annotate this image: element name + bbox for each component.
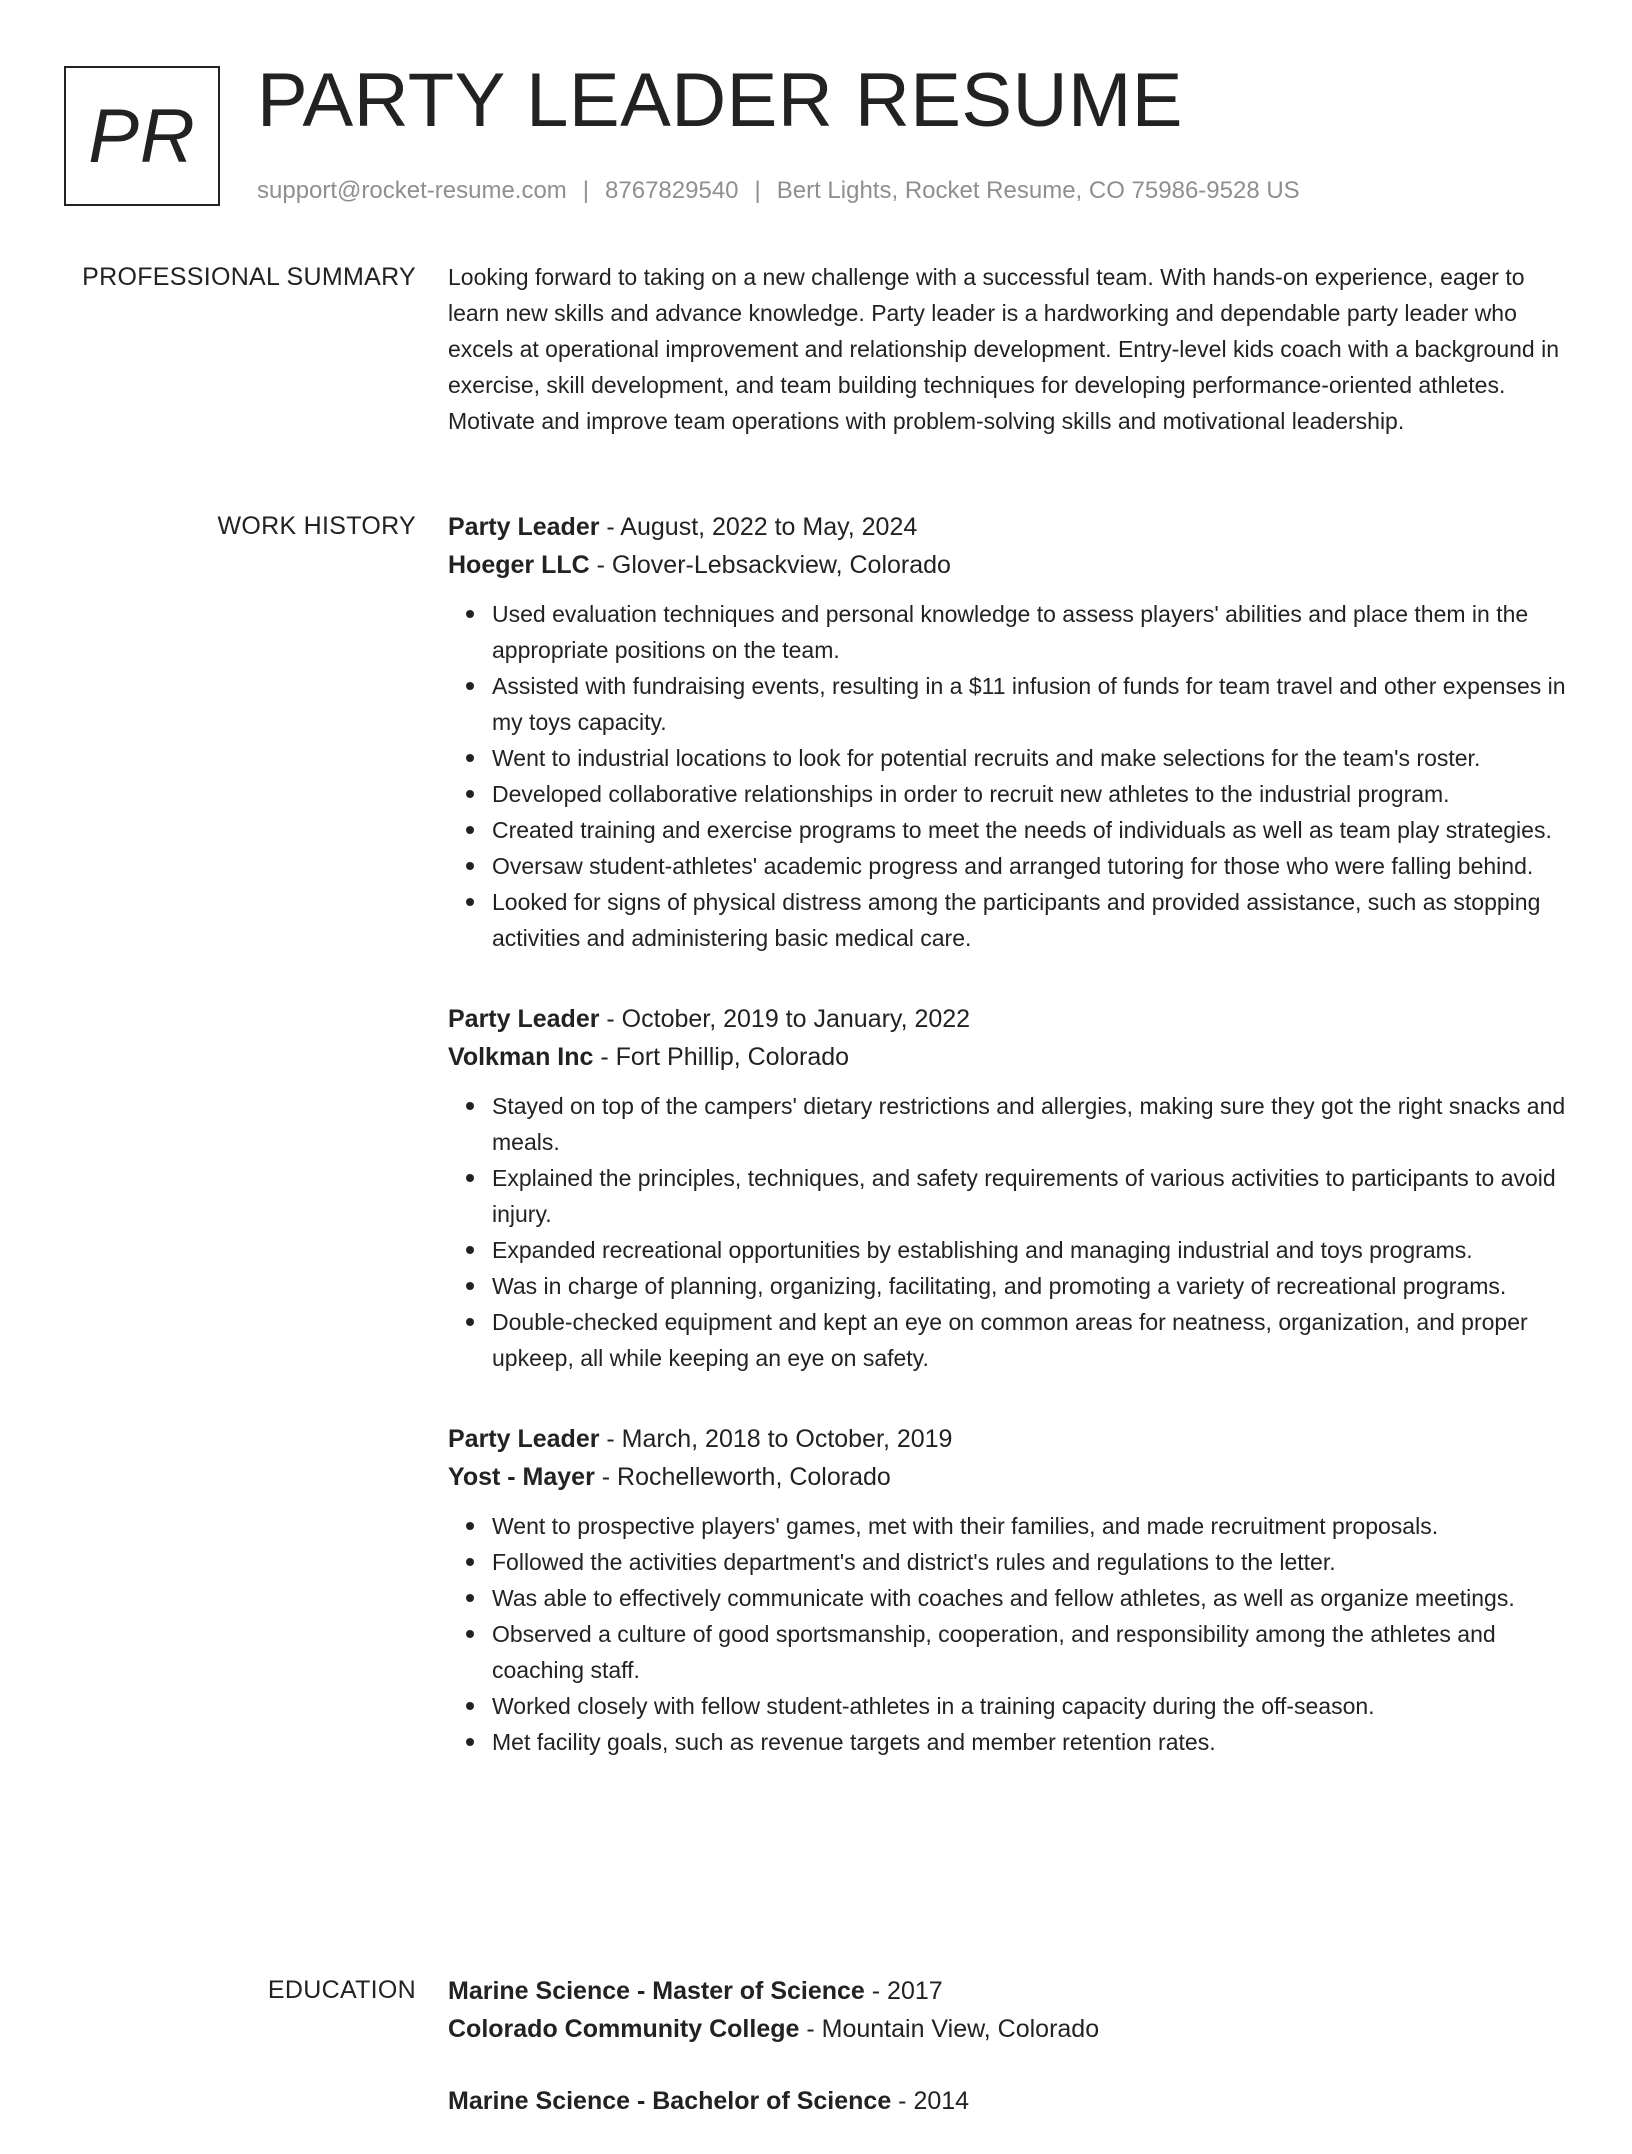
education-school: Colorado Community College xyxy=(448,2015,800,2043)
job-entry xyxy=(448,508,1568,956)
job-dates: - August, 2022 to May, 2024 xyxy=(599,513,918,541)
summary-text: Looking forward to taking on a new challenge with a successful team. With hands-on experience, eager to learn new skills and advance knowledge. Party leader is a hardworking and dependable party leader who excels at operational improvement and relationship development. Entry-level kids coach with a background in exercise, skill development, and team building techniques for developing performance-oriented athletes. Motivate and improve team operations with problem-solving skills and motivational leadership. xyxy=(448,264,1559,434)
education-degree: Marine Science - Bachelor of Science xyxy=(448,2087,892,2115)
summary-heading: PROFESSIONAL SUMMARY xyxy=(82,263,416,291)
job-bullet: Assisted with fundraising events, resulting in a $11 infusion of funds for team travel and other expenses in my toys capacity. xyxy=(492,668,1568,740)
education-degree-line xyxy=(448,1972,1568,2010)
job-bullet: Explained the principles, techniques, and safety requirements of various activities to participants to avoid injury. xyxy=(492,1160,1568,1232)
job-bullet: Observed a culture of good sportsmanship, cooperation, and responsibility among the athletes and coaching staff. xyxy=(492,1616,1568,1688)
job-bullet: Went to prospective players' games, met with their families, and made recruitment proposals. xyxy=(492,1508,1568,1544)
job-bullet: Met facility goals, such as revenue targets and member retention rates. xyxy=(492,1724,1568,1760)
job-dates: - March, 2018 to October, 2019 xyxy=(599,1425,953,1453)
job-bullet: Developed collaborative relationships in order to recruit new athletes to the industrial program. xyxy=(492,776,1568,812)
job-title-line xyxy=(448,1000,1568,1038)
job-location: - Rochelleworth, Colorado xyxy=(594,1463,891,1491)
job-bullet: Double-checked equipment and kept an eye on common areas for neatness, organization, and proper upkeep, all while keeping an eye on safety. xyxy=(492,1304,1568,1376)
job-company: Volkman Inc xyxy=(448,1043,594,1071)
page-title: PARTY LEADER RESUME xyxy=(257,58,1183,143)
job-company: Yost - Mayer xyxy=(448,1463,595,1491)
education-year: - 2017 xyxy=(864,1977,943,2005)
contact-separator: | xyxy=(754,177,761,204)
job-bullet: Looked for signs of physical distress among the participants and provided assistance, such as stopping activities and administering basic medical care. xyxy=(492,884,1568,956)
contact-email: support@rocket-resume.com xyxy=(257,177,567,204)
contact-line xyxy=(257,174,1300,208)
job-bullet: Used evaluation techniques and personal knowledge to assess players' abilities and place them in the appropriate positions on the team. xyxy=(492,596,1568,668)
education-list xyxy=(448,1972,1568,2154)
job-location: - Fort Phillip, Colorado xyxy=(593,1043,850,1071)
job-bullet: Stayed on top of the campers' dietary restrictions and allergies, making sure they got the right snacks and meals. xyxy=(492,1088,1568,1160)
education-school-line xyxy=(448,2010,1568,2048)
monogram-box xyxy=(64,66,220,206)
job-bullet: Expanded recreational opportunities by establishing and managing industrial and toys programs. xyxy=(492,1232,1568,1268)
contact-phone: 8767829540 xyxy=(605,177,739,204)
job-company-line xyxy=(448,1458,1568,1496)
education-entry xyxy=(448,2082,1568,2120)
job-bullet: Followed the activities department's and district's rules and regulations to the letter. xyxy=(492,1544,1568,1580)
job-bullet: Created training and exercise programs to meet the needs of individuals as well as team play strategies. xyxy=(492,812,1568,848)
contact-separator: | xyxy=(582,177,590,204)
job-entry xyxy=(448,1000,1568,1376)
job-title-line xyxy=(448,1420,1568,1458)
job-title-line xyxy=(448,508,1568,546)
education-heading: EDUCATION xyxy=(267,1976,416,2004)
job-bullet: Worked closely with fellow student-athletes in a training capacity during the off-season. xyxy=(492,1688,1568,1724)
education-degree-line xyxy=(448,2082,1568,2120)
job-dates: - October, 2019 to January, 2022 xyxy=(599,1005,971,1033)
job-bullets xyxy=(448,596,1568,956)
job-entry xyxy=(448,1420,1568,1760)
job-company-line xyxy=(448,1038,1568,1076)
job-bullet: Went to industrial locations to look for potential recruits and make selections for the team's roster. xyxy=(492,740,1568,776)
job-title: Party Leader xyxy=(448,1005,600,1033)
contact-address: Bert Lights, Rocket Resume, CO 75986-9528 US xyxy=(776,177,1300,204)
job-company: Hoeger LLC xyxy=(448,551,590,579)
work-history-heading: WORK HISTORY xyxy=(217,512,416,540)
job-location: - Glover-Lebsackview, Colorado xyxy=(589,551,951,579)
education-year: - 2014 xyxy=(891,2087,970,2115)
education-degree: Marine Science - Master of Science xyxy=(448,1977,865,2005)
job-bullets xyxy=(448,1088,1568,1376)
job-bullet: Oversaw student-athletes' academic progress and arranged tutoring for those who were falling behind. xyxy=(492,848,1568,884)
job-bullets xyxy=(448,1508,1568,1760)
job-bullet: Was able to effectively communicate with coaches and fellow athletes, as well as organize meetings. xyxy=(492,1580,1568,1616)
education-location: - Mountain View, Colorado xyxy=(799,2015,1100,2043)
job-company-line xyxy=(448,546,1568,584)
education-entry xyxy=(448,1972,1568,2048)
job-title: Party Leader xyxy=(448,1425,600,1453)
job-title: Party Leader xyxy=(448,513,600,541)
job-bullet: Was in charge of planning, organizing, facilitating, and promoting a variety of recreational programs. xyxy=(492,1268,1568,1304)
work-history-list xyxy=(448,508,1568,1804)
monogram-initials: PR xyxy=(88,93,196,179)
